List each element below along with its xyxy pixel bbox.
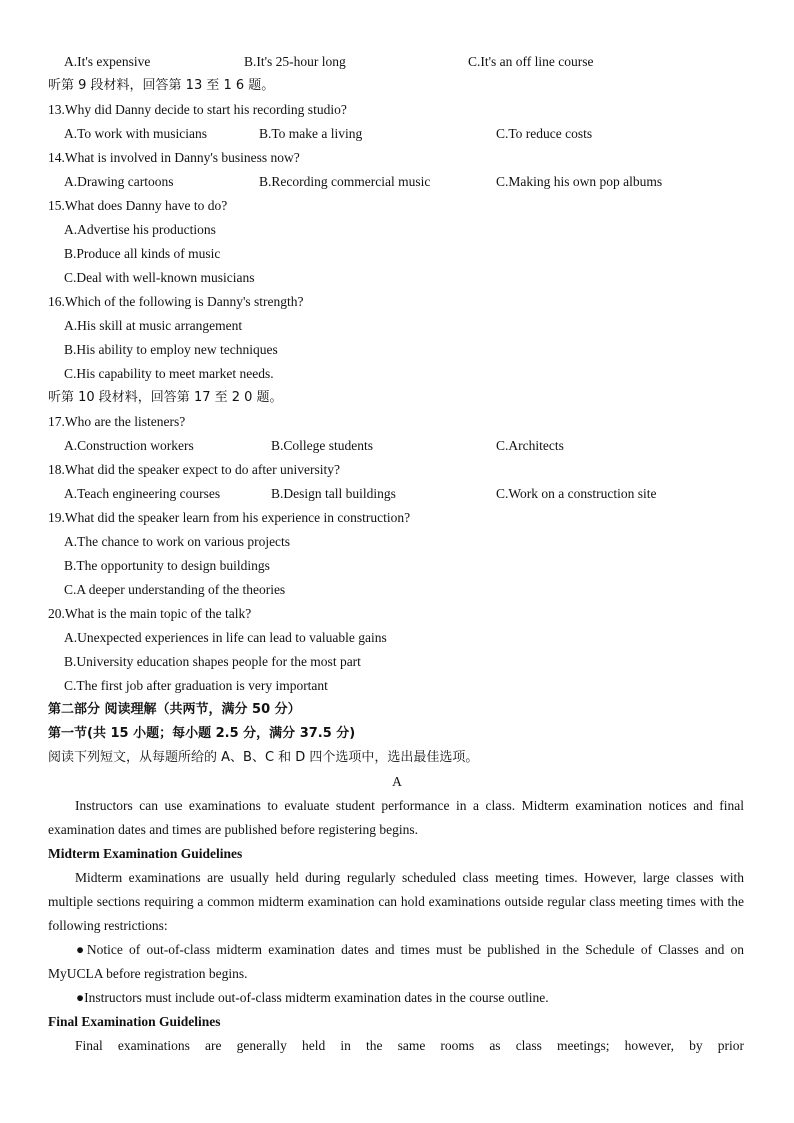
q19-option-b: B.The opportunity to design buildings [64,558,270,573]
q12-option-c: C.It's an off line course [468,54,594,69]
q19-option-a: A.The chance to work on various projects [64,534,291,549]
q16-option-c: C.His capability to meet market needs. [64,366,274,381]
q17-option-c: C.Architects [496,438,564,453]
q15-stem: 15.What does Danny have to do? [48,198,228,213]
q12-option-b: B.It's 25-hour long [244,54,346,69]
q18-option-a: A.Teach engineering courses [64,486,221,501]
final-paragraph: Final examinations are generally held in the same rooms as class meetings; however, by prior [75,1038,744,1053]
q19-option-c: C.A deeper understanding of the theories [64,582,286,597]
passage-intro: Instructors can use examinations to evaluate student performance in a class. Midterm examination notices and final examination dates and times are published before registering begins. [48,798,744,837]
q16-option-b: B.His ability to employ new techniques [64,342,278,357]
final-heading: Final Examination Guidelines [48,1014,221,1029]
q20-option-c: C.The first job after graduation is very important [64,678,328,693]
section10-header: 听第 10 段材料，回答第 17 至 2 0 题。 [48,390,283,405]
instructions: 阅读下列短文，从每题所给的 A、B、C 和 D 四个选项中，选出最佳选项。 [48,750,479,765]
q19-stem: 19.What did the speaker learn from his experience in construction? [48,510,411,525]
q20-stem: 20.What is the main topic of the talk? [48,606,252,621]
section1-title: 第一节(共 15 小题；每小题 2.5 分，满分 37.5 分) [48,726,356,741]
q20-option-a: A.Unexpected experiences in life can lead to valuable gains [64,630,387,645]
section9-header: 听第 9 段材料，回答第 13 至 1 6 题。 [48,78,275,93]
q14-option-b: B.Recording commercial music [259,174,431,189]
part2-title: 第二部分 阅读理解（共两节，满分 50 分） [48,702,301,717]
q13-stem: 13.Why did Danny decide to start his recording studio? [48,102,347,117]
q13-option-c: C.To reduce costs [496,126,593,141]
q17-option-b: B.College students [271,438,373,453]
q17-option-a: A.Construction workers [64,438,194,453]
midterm-bullet-1: ●Notice of out-of-class midterm examination dates and times must be published in the Schedule of Classes and on MyUCLA before registration begins. [48,942,744,981]
q15-option-a: A.Advertise his productions [64,222,216,237]
q18-stem: 18.What did the speaker expect to do after university? [48,462,341,477]
q14-option-a: A.Drawing cartoons [64,174,174,189]
q15-option-c: C.Deal with well-known musicians [64,270,255,285]
midterm-bullet-2: ●Instructors must include out-of-class midterm examination dates in the course outline. [76,990,549,1005]
q18-option-c: C.Work on a construction site [496,486,657,501]
q13-option-a: A.To work with musicians [64,126,208,141]
q13-option-b: B.To make a living [259,126,363,141]
q16-stem: 16.Which of the following is Danny's strength? [48,294,304,309]
q17-stem: 17.Who are the listeners? [48,414,186,429]
q14-stem: 14.What is involved in Danny's business now? [48,150,300,165]
q18-option-b: B.Design tall buildings [271,486,396,501]
q12-option-a: A.It's expensive [64,54,151,69]
midterm-heading: Midterm Examination Guidelines [48,846,243,861]
midterm-paragraph: Midterm examinations are usually held during regularly scheduled class meeting times. However, large classes with multiple sections requiring a common midterm examination can hold examinations outside regular class meeting times with the following restrictions: [48,870,744,933]
q14-option-c: C.Making his own pop albums [496,174,663,189]
q15-option-b: B.Produce all kinds of music [64,246,221,261]
passage-label: A [392,774,402,789]
q16-option-a: A.His skill at music arrangement [64,318,243,333]
q20-option-b: B.University education shapes people for the most part [64,654,361,669]
